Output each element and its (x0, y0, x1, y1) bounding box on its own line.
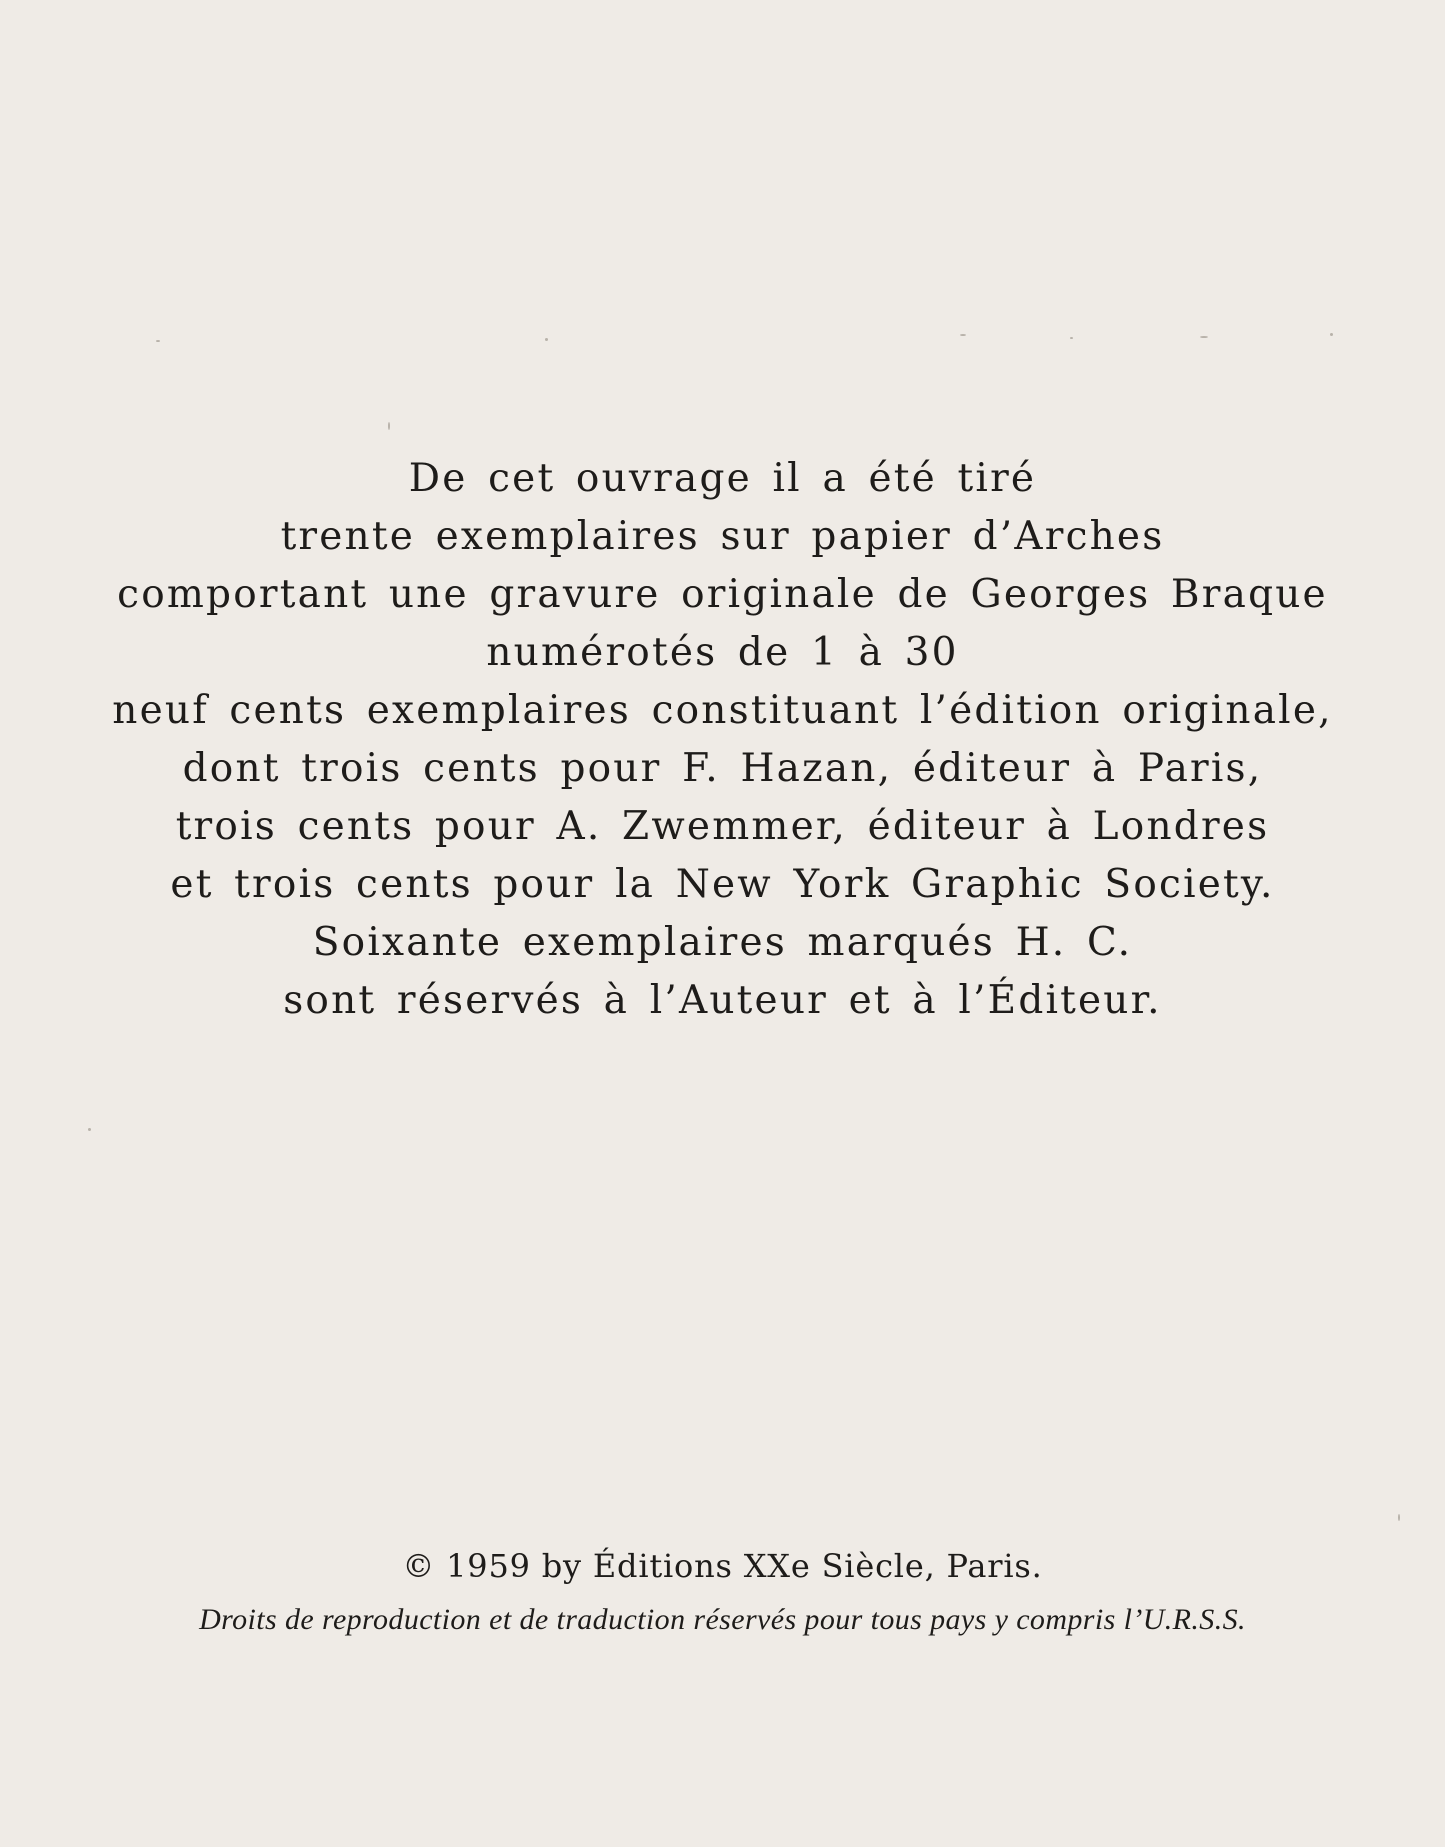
paper-speck (1070, 337, 1073, 339)
paper-speck (156, 340, 160, 342)
colophon-line: comportant une gravure originale de Georges Braque (117, 572, 1328, 617)
colophon-line: sont réservés à l’Auteur et à l’Éditeur. (283, 978, 1162, 1023)
colophon-line: trois cents pour A. Zwemmer, éditeur à Londres (175, 804, 1270, 849)
colophon-line: Soixante exemplaires marqués H. C. (312, 920, 1133, 965)
paper-speck (1330, 333, 1333, 336)
paper-speck (545, 338, 548, 341)
colophon-line: De cet ouvrage il a été tiré (408, 456, 1037, 501)
copyright-notice: © 1959 by Éditions XXe Siècle, Paris. (402, 1547, 1043, 1585)
paper-speck (1200, 336, 1208, 338)
colophon-line: numérotés de 1 à 30 (486, 630, 959, 675)
rights-notice: Droits de reproduction et de traduction réservés pour tous pays y compris l’U.R.S.S. (199, 1603, 1246, 1636)
colophon-line: neuf cents exemplaires constituant l’édition originale, (112, 688, 1333, 733)
colophon-text (0, 450, 1445, 1030)
paper-speck (960, 334, 966, 336)
colophon-line: trente exemplaires sur papier d’Arches (280, 514, 1165, 559)
paper-speck (88, 1128, 91, 1131)
colophon-line: et trois cents pour la New York Graphic Society. (170, 862, 1275, 907)
paper-speck (1398, 1514, 1400, 1521)
colophon-line: dont trois cents pour F. Hazan, éditeur à Paris, (182, 746, 1263, 791)
paper-speck (388, 422, 390, 430)
